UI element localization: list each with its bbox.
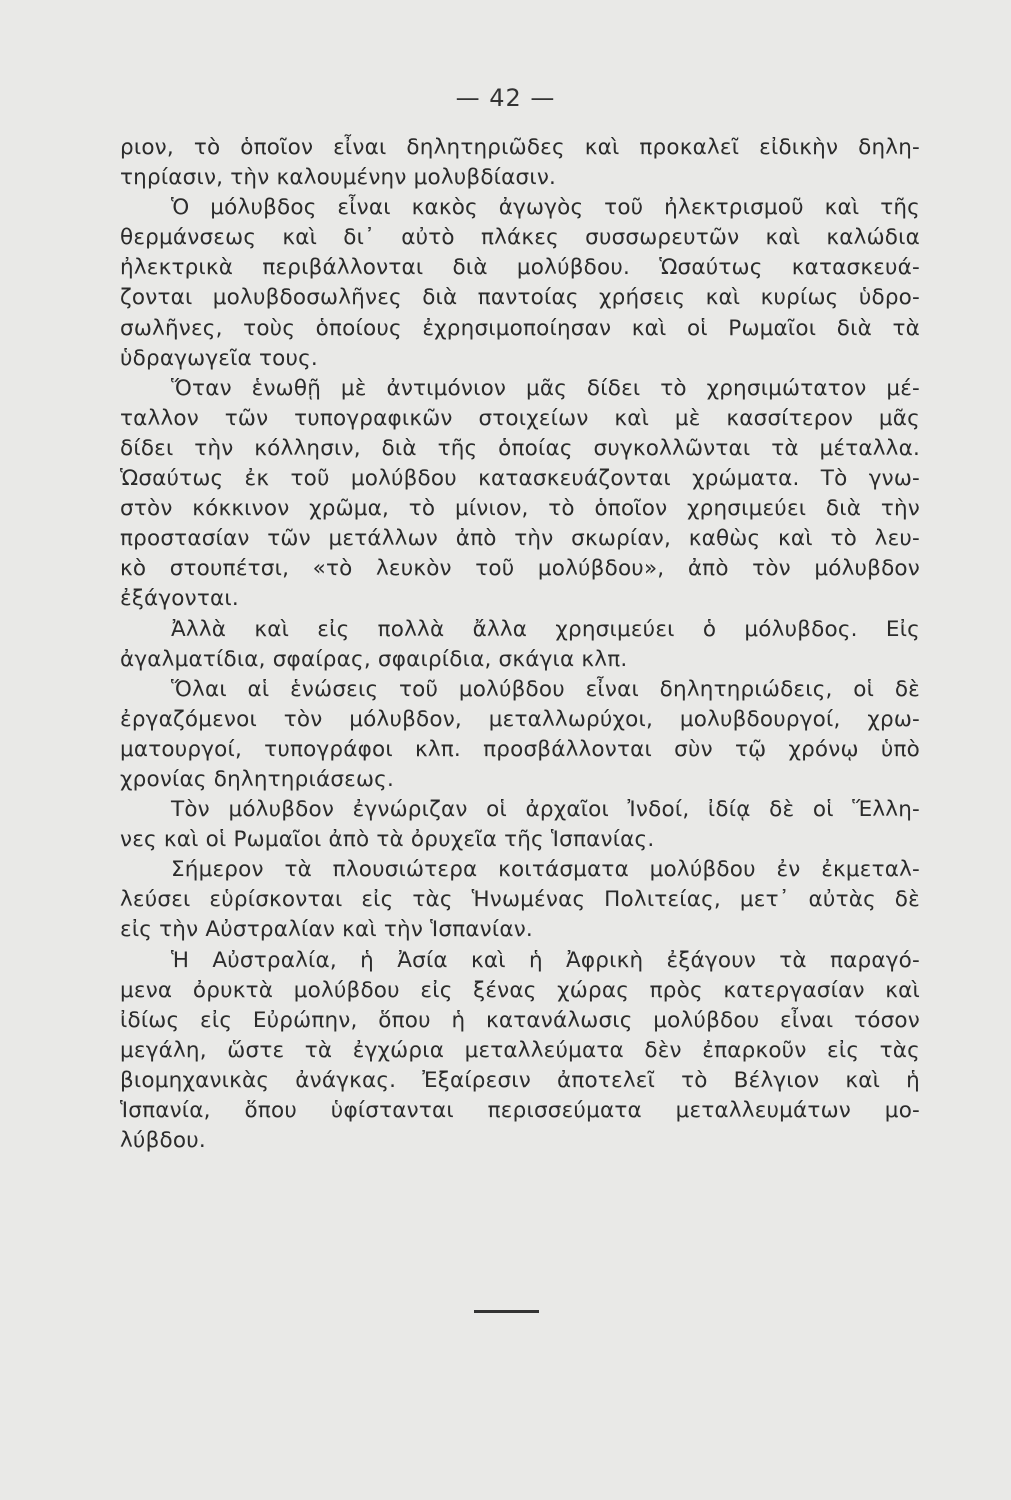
end-rule: [474, 1310, 539, 1313]
text-line: Τὸν μόλυβδον ἐγνώριζαν οἱ ἀρχαῖοι Ἰνδοί, ἰδίᾳ δὲ οἱ Ἕλλη-: [171, 797, 920, 823]
text-line: βιομηχανικὰς ἀνάγκας. Ἐξαίρεσιν ἀποτελεῖ τὸ Βέλγιον καὶ ἡ: [120, 1067, 920, 1093]
text-line: τηρίασιν, τὴν καλουμένην μολυβδίασιν.: [120, 165, 557, 191]
text-line: θερμάνσεως καὶ δι᾽ αὐτὸ πλάκες συσσωρευτῶν καὶ καλώδια: [120, 225, 920, 251]
text-line: ριον, τὸ ὁποῖον εἶναι δηλητηριῶδες καὶ προκαλεῖ εἰδικὴν δηλη-: [120, 135, 920, 160]
body-text: [120, 133, 920, 1156]
text-line: ἰδίως εἰς Εὐρώπην, ὅπου ἡ κατανάλωσις μολύβδου εἶναι τόσον: [120, 1007, 920, 1033]
text-line: ἠλεκτρικὰ περιβάλλονται διὰ μολύβδου. Ὡσαύτως κατασκευά-: [120, 255, 920, 281]
text-line: Ἱσπανία, ὅπου ὑφίστανται περισσεύματα μεταλλευμάτων μο-: [120, 1098, 920, 1123]
text-line: ἐργαζόμενοι τὸν μόλυβδον, μεταλλωρύχοι, μολυβδουργοί, χρω-: [120, 706, 920, 732]
text-line: λύβδου.: [120, 1128, 206, 1154]
page-number: — 42 —: [455, 84, 556, 112]
text-line: ματουργοί, τυπογράφοι κλπ. προσβάλλονται σὺν τῷ χρόνῳ ὑπὸ: [120, 736, 920, 762]
text-line: ζονται μολυβδοσωλῆνες διὰ παντοίας χρήσεις καὶ κυρίως ὑδρο-: [120, 285, 920, 311]
text-line: Ὅταν ἑνωθῇ μὲ ἀντιμόνιον μᾶς δίδει τὸ χρησιμώτατον μέ-: [171, 375, 920, 401]
text-line: ταλλον τῶν τυπογραφικῶν στοιχείων καὶ μὲ κασσίτερον μᾶς: [120, 405, 920, 431]
text-line: μενα ὀρυκτὰ μολύβδου εἰς ξένας χώρας πρὸς κατεργασίαν καὶ: [120, 977, 920, 1003]
text-line: εἰς τὴν Αὐστραλίαν καὶ τὴν Ἱσπανίαν.: [120, 917, 533, 943]
text-line: προστασίαν τῶν μετάλλων ἀπὸ τὴν σκωρίαν, καθὼς καὶ τὸ λευ-: [120, 526, 920, 552]
text-line: χρονίας δηλητηριάσεως.: [120, 766, 395, 792]
text-line: Ἀλλὰ καὶ εἰς πολλὰ ἄλλα χρησιμεύει ὁ μόλυβδος. Εἰς: [171, 616, 920, 642]
text-line: Ὡσαύτως ἐκ τοῦ μολύβδου κατασκευάζονται χρώματα. Τὸ γνω-: [120, 466, 920, 492]
text-line: δίδει τὴν κόλλησιν, διὰ τῆς ὁποίας συγκολλῶνται τὰ μέταλλα.: [120, 435, 920, 461]
text-line: Ὅλαι αἱ ἑνώσεις τοῦ μολύβδου εἶναι δηλητηριώδεις, οἱ δὲ: [171, 676, 920, 702]
text-line: μεγάλη, ὥστε τὰ ἐγχώρια μεταλλεύματα δὲν ἐπαρκοῦν εἰς τὰς: [120, 1037, 920, 1063]
text-line: λεύσει εὑρίσκονται εἰς τὰς Ἡνωμένας Πολιτείας, μετ᾽ αὐτὰς δὲ: [120, 887, 920, 913]
text-line: ὑδραγωγεῖα τους.: [120, 345, 318, 371]
text-line: ἐξάγονται.: [120, 586, 239, 612]
text-line: στὸν κόκκινον χρῶμα, τὸ μίνιον, τὸ ὁποῖον χρησιμεύει διὰ τὴν: [120, 496, 920, 522]
text-line: Ἡ Αὐστραλία, ἡ Ἀσία καὶ ἡ Ἀφρικὴ ἐξάγουν τὰ παραγό-: [171, 947, 920, 973]
text-line: κὸ στουπέτσι, «τὸ λευκὸν τοῦ μολύβδου», ἀπὸ τὸν μόλυβδον: [120, 556, 920, 582]
text-line: ἀγαλματίδια, σφαίρας, σφαιρίδια, σκάγια κλπ.: [120, 646, 628, 672]
text-line: Σήμερον τὰ πλουσιώτερα κοιτάσματα μολύβδου ἐν ἐκμεταλ-: [171, 857, 920, 883]
text-line: νες καὶ οἱ Ρωμαῖοι ἀπὸ τὰ ὀρυχεῖα τῆς Ἱσπανίας.: [120, 827, 655, 853]
text-line: Ὁ μόλυβδος εἶναι κακὸς ἀγωγὸς τοῦ ἠλεκτρισμοῦ καὶ τῆς: [171, 195, 920, 221]
text-line: σωλῆνες, τοὺς ὁποίους ἐχρησιμοποίησαν καὶ οἱ Ρωμαῖοι διὰ τὰ: [120, 315, 920, 341]
